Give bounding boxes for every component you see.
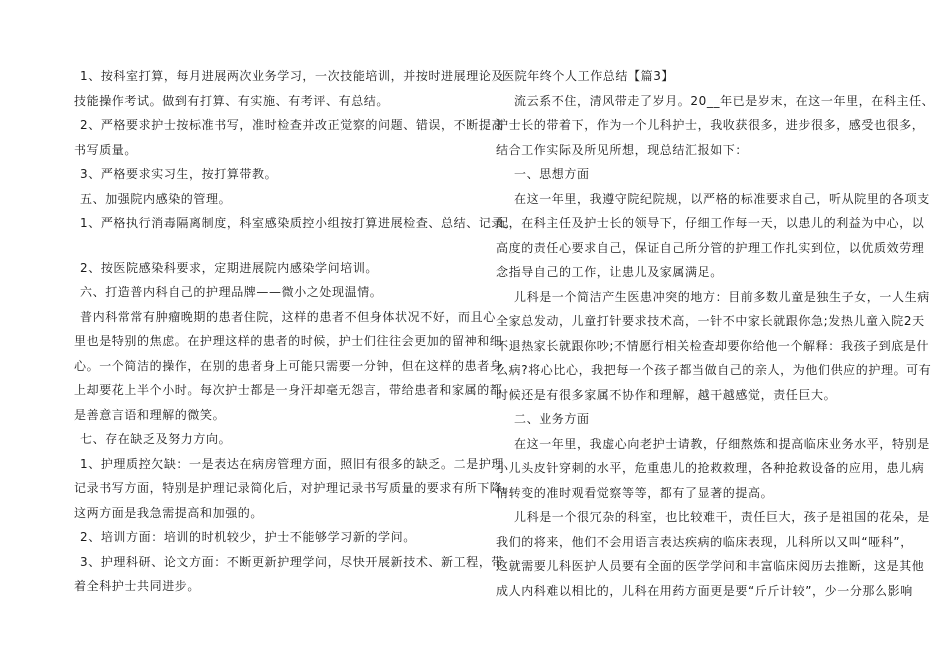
- text-line: 书写质量。: [74, 142, 138, 157]
- paragraph: [74, 64, 505, 113]
- paragraph: [496, 187, 930, 285]
- section-heading: [74, 427, 468, 452]
- paragraph: [74, 525, 468, 550]
- left-column: [74, 64, 517, 599]
- paragraph: [496, 505, 930, 603]
- section-heading: [74, 280, 468, 305]
- text-line: 2、按医院感染科要求，定期进展院内感染学问培训。: [80, 260, 379, 275]
- blank-space: [74, 236, 468, 256]
- text-line: 着全科护士共同进步。: [74, 579, 201, 593]
- text-line: 这两方面是我急需提高和加强的。: [74, 505, 264, 520]
- section-heading: [496, 407, 876, 432]
- paragraph: [74, 162, 468, 187]
- section-heading: [74, 187, 468, 212]
- right-column: [496, 64, 935, 603]
- text-line: 在这一年里，我遵守院纪院规，以严格的标准要求自己，听从院里的各项支: [514, 191, 930, 206]
- text-line: 七、存在缺乏及努力方向。: [80, 432, 232, 446]
- text-line: 上却要花上半个小时。每次护士都是一身汗却毫无怨言，带给患者和家属的都: [74, 383, 503, 397]
- paragraph: [74, 113, 505, 162]
- text-line: 儿科是一个很冗杂的科室，也比较难干，责任巨大，孩子是祖国的花朵，是: [514, 510, 930, 524]
- text-line: 里也是特别的焦虑。在护理这样的患者的时候，护士们往往会更加的留神和细: [74, 334, 503, 348]
- text-line: 在这一年里，我虚心向老护士请教，仔细熬炼和提高临床业务水平，特别是: [514, 436, 930, 451]
- text-line: 全家总发动，儿童打针要求技术高，一针不中家长就跟你急;发热儿童入院2天: [496, 314, 925, 328]
- text-line: 普内科常常有肿瘤晚期的患者住院，这样的患者不但身体状况不好，而且心: [80, 309, 496, 324]
- text-line: 么病?将心比心，我把每一个孩子都当做自己的亲人，为他们供应的护理。可有: [496, 363, 932, 377]
- text-line: 2、培训方面：培训的时机较少，护士不能够学习新的学问。: [80, 530, 416, 544]
- text-line: 3、护理科研、论文方面：不断更新护理学问，尽快开展新技术、新工程，带: [80, 554, 505, 569]
- text-line: 儿科是一个简洁产生医患冲突的地方：目前多数儿童是独生子女，一人生病: [514, 289, 930, 304]
- paragraph: [74, 452, 516, 526]
- section-heading: [496, 162, 876, 187]
- paragraph: [496, 285, 932, 408]
- text-line: 二、业务方面: [514, 412, 590, 426]
- text-line: 情转变的准时观看觉察等等，都有了显著的提高。: [496, 485, 774, 500]
- paragraph: [496, 432, 930, 506]
- text-line: 记录书写方面，特别是护理记录简化后，对护理记录书写质量的要求有所下降。: [74, 481, 516, 495]
- text-line: 时候还是有很多家属不协作和理解，越干越感觉，责任巨大。: [496, 387, 837, 402]
- text-line: 是善意言语和理解的微笑。: [74, 407, 226, 422]
- text-line: 2、严格要求护士按标准书写，准时检查并改正觉察的问题、错误，不断提高: [80, 118, 505, 132]
- text-line: 技能操作考试。做到有打算、有实施、有考评、有总结。: [74, 93, 390, 108]
- text-line: 六、打造普内科自己的护理品牌——微小之处现温情。: [80, 285, 383, 299]
- text-line: 小儿头皮针穿刺的水平，危重患儿的抢救救理，各种抢救设备的应用，患儿病: [496, 461, 925, 475]
- text-line: 念指导自己的工作，让患儿及家属满足。: [496, 265, 723, 279]
- text-line: 配，在科主任及护士长的领导下，仔细工作每一天，以患儿的利益为中心，以: [496, 216, 925, 230]
- text-line: 3、严格要求实习生，按打算带教。: [80, 167, 278, 181]
- text-line: 1、按科室打算，每月进展两次业务学习，一次技能培训，并按时进展理论及: [80, 69, 505, 83]
- paragraph: [74, 305, 503, 428]
- text-line: 我们的将来，他们不会用语言表达疾病的临床表现，儿科所以又叫“哑科”，: [496, 534, 913, 549]
- text-line: 这就需要儿科医护人员要有全面的医学学问和丰富临床阅历去推断，这是其他: [496, 559, 925, 573]
- text-line: 五、加强院内感染的管理。: [80, 191, 232, 206]
- text-line: 成人内科难以相比的，儿科在用药方面更是要“斤斤计较”，少一分那么影响: [496, 583, 913, 598]
- paragraph: [496, 89, 935, 163]
- text-line: 1、严格执行消毒隔离制度，科室感染质控小组按打算进展检查、总结、记录。: [80, 216, 517, 230]
- section-title: 医院年终个人工作总结【篇3】: [502, 69, 675, 83]
- text-line: 结合工作实际及所见所想，现总结汇报如下：: [496, 142, 749, 157]
- text-line: 护士长的带着下，作为一个儿科护士，我收获很多，进步很多，感受也很多，: [496, 118, 925, 132]
- text-line: 高度的责任心要求自己，保证自己所分管的护理工作扎实到位，以优质效劳理: [496, 240, 925, 255]
- text-line: 心。一个简洁的操作，在别的患者身上可能只需要一分钟，但在这样的患者身: [74, 358, 503, 373]
- paragraph: [74, 256, 468, 281]
- text-line: 不退热家长就跟你吵;不情愿行相关检查却要你给他一个解释：我孩子到底是什: [496, 338, 930, 353]
- text-line: 流云系不住，清风带走了岁月。20__年已是岁末，在这一年里，在科主任、: [514, 93, 935, 108]
- text-line: 一、思想方面: [514, 167, 590, 181]
- paragraph: [74, 211, 517, 236]
- paragraph: [74, 550, 505, 599]
- text-line: 1、护理质控欠缺：一是表达在病房管理方面，照旧有很多的缺乏。二是护理: [80, 456, 505, 471]
